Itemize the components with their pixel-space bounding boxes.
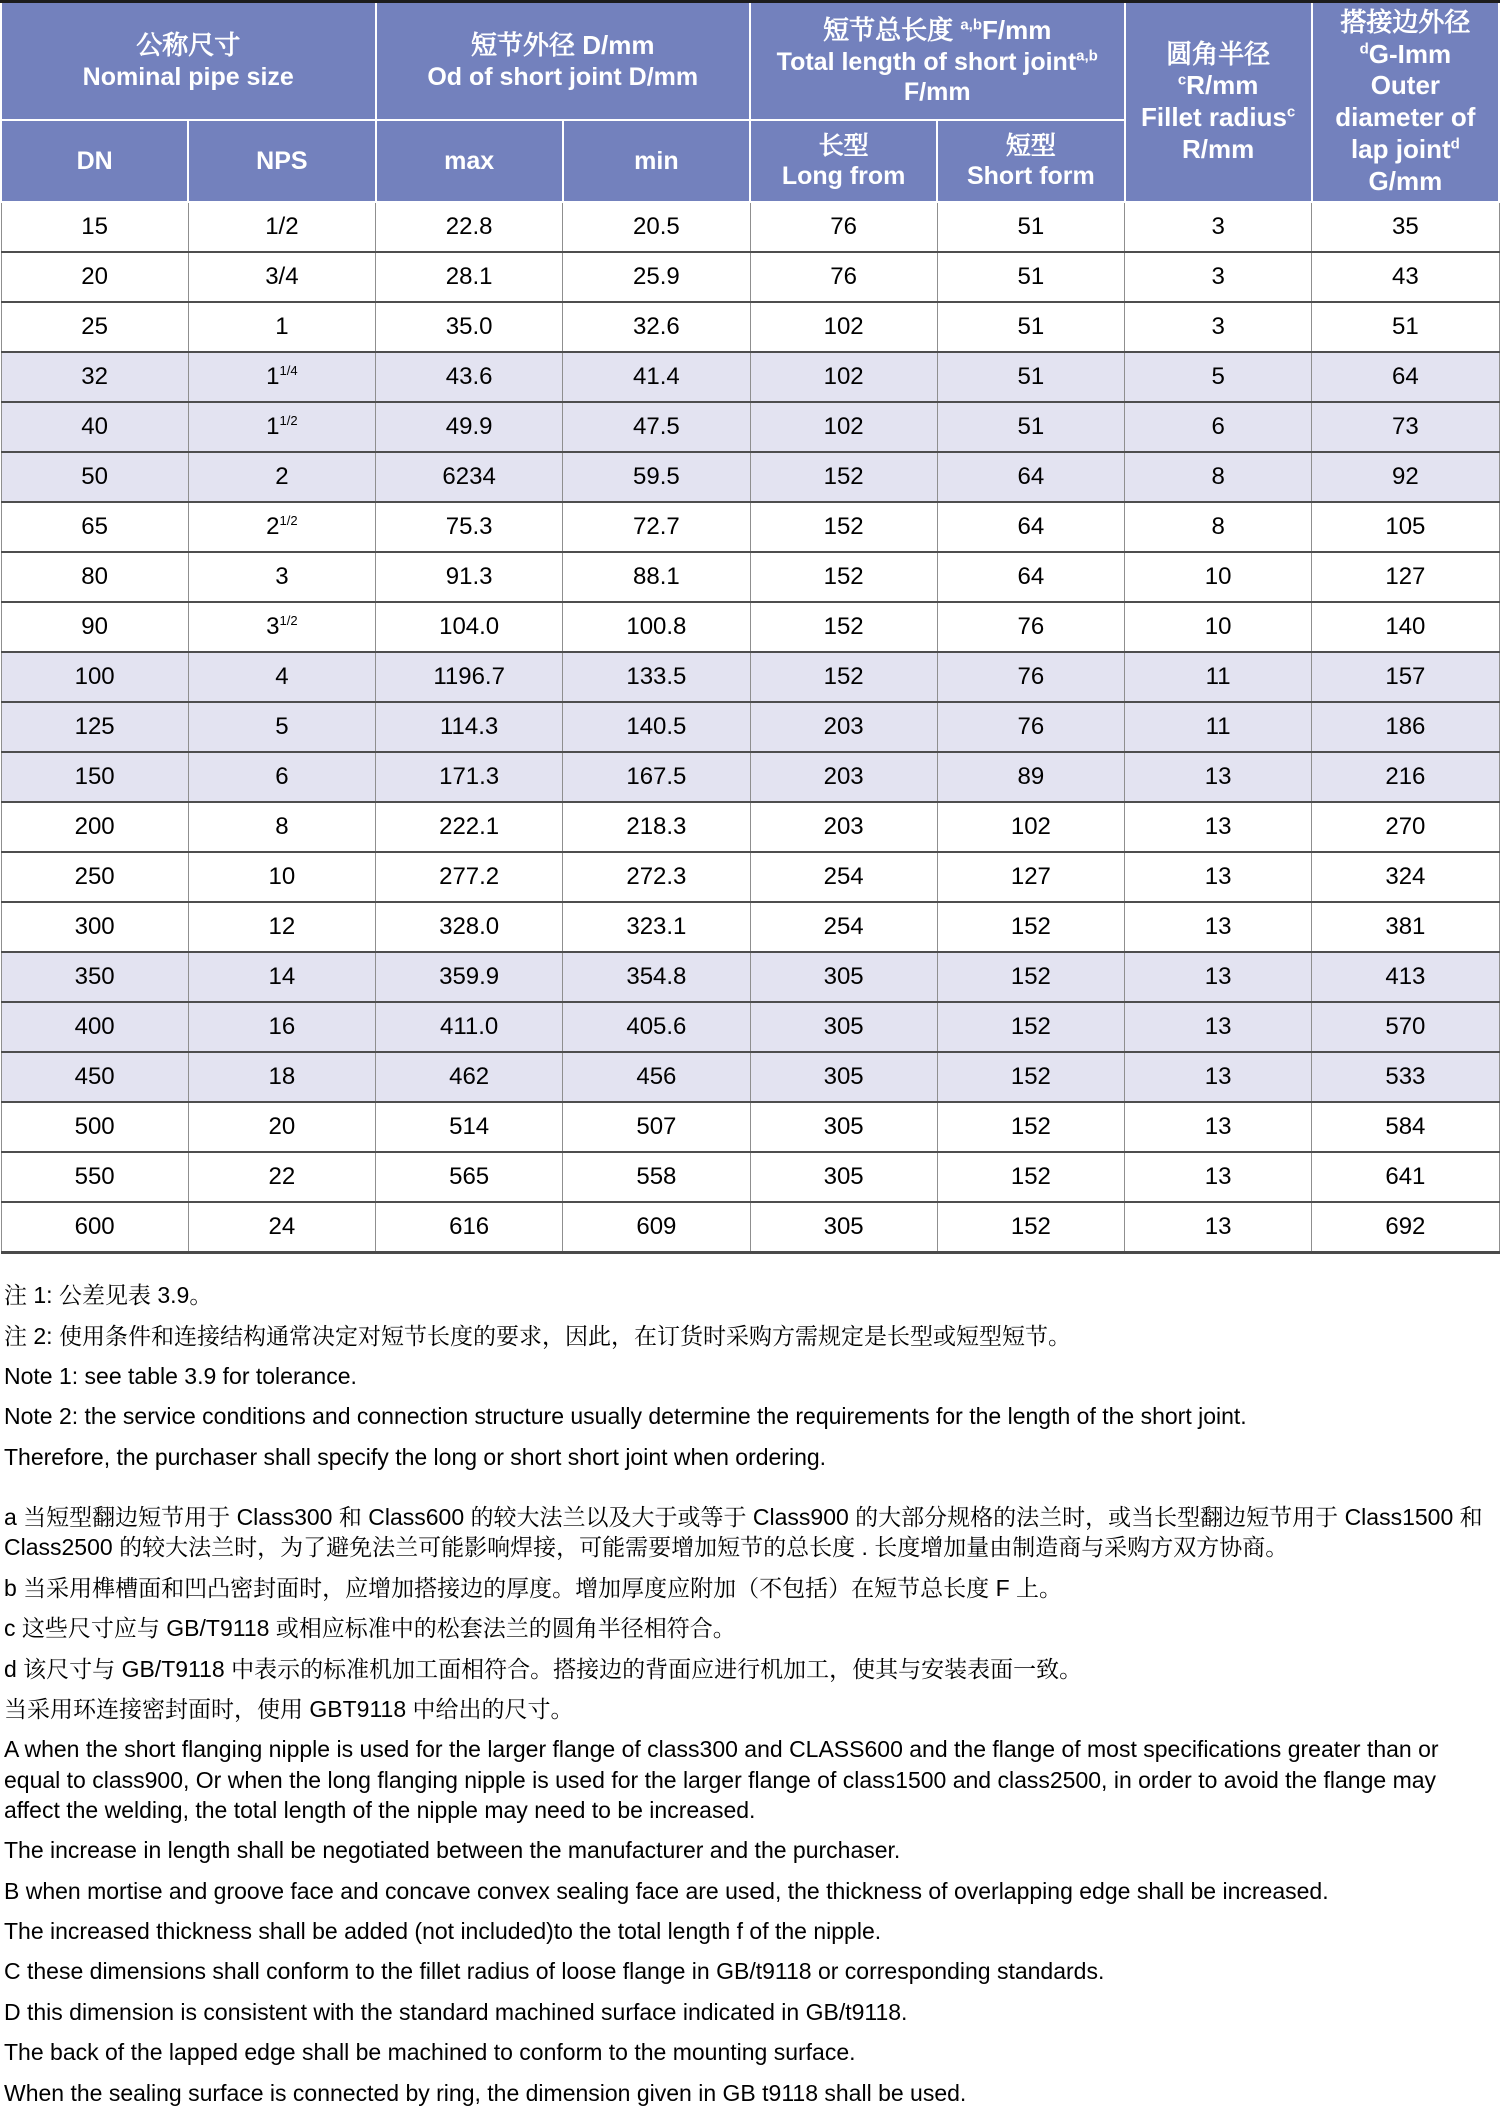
cell-od-max: 43.6 xyxy=(376,352,563,402)
cell-fillet-radius: 13 xyxy=(1125,1202,1312,1253)
cell-od-min: 405.6 xyxy=(563,1002,750,1052)
cell-od-max: 104.0 xyxy=(376,602,563,652)
cell-length-long: 152 xyxy=(750,652,937,702)
cell-od-min: 41.4 xyxy=(563,352,750,402)
header-nominal-pipe-size xyxy=(1,2,376,121)
header-od-en: Od of short joint D/mm xyxy=(427,62,699,91)
cell-od-min: 167.5 xyxy=(563,752,750,802)
cell-dn: 80 xyxy=(1,552,188,602)
notes-section xyxy=(0,1254,1500,2128)
header-col-min: min xyxy=(563,120,750,202)
cell-dn: 300 xyxy=(1,902,188,952)
table-row xyxy=(1,302,1499,352)
cell-nps: 22 xyxy=(188,1152,375,1202)
cell-od-max: 277.2 xyxy=(376,852,563,902)
table-row xyxy=(1,452,1499,502)
cell-fillet-radius: 3 xyxy=(1125,302,1312,352)
cell-nps: 24 xyxy=(188,1202,375,1253)
cell-od-min: 456 xyxy=(563,1052,750,1102)
cell-length-short: 127 xyxy=(937,852,1124,902)
cell-od-max: 35.0 xyxy=(376,302,563,352)
cell-length-long: 254 xyxy=(750,902,937,952)
note-en-2-cont: Therefore, the purchaser shall specify the long or short short joint when ordering. xyxy=(4,1443,827,1470)
table-row xyxy=(1,802,1499,852)
table-row xyxy=(1,352,1499,402)
cell-dn: 500 xyxy=(1,1102,188,1152)
cell-dn: 90 xyxy=(1,602,188,652)
cell-nps: 12 xyxy=(188,902,375,952)
cell-dn: 350 xyxy=(1,952,188,1002)
table-row xyxy=(1,502,1499,552)
cell-length-short: 51 xyxy=(937,252,1124,302)
header-total-length-zh: 短节总长度 $^{a,b}$F/mm xyxy=(823,14,1052,45)
footnote-d-en-cont2: When the sealing surface is connected by ring, the dimension given in GB t9118 shall be used. xyxy=(4,2079,967,2106)
cell-length-short: 152 xyxy=(937,952,1124,1002)
cell-length-short: 51 xyxy=(937,402,1124,452)
cell-length-long: 305 xyxy=(750,952,937,1002)
cell-fillet-radius: 6 xyxy=(1125,402,1312,452)
footnote-c-zh: c 这些尺寸应与 GB/T9118 或相应标准中的松套法兰的圆角半径相符合。 xyxy=(4,1615,736,1642)
table-row xyxy=(1,1152,1499,1202)
cell-length-short: 76 xyxy=(937,602,1124,652)
cell-length-long: 152 xyxy=(750,552,937,602)
cell-dn: 400 xyxy=(1,1002,188,1052)
table-row xyxy=(1,1002,1499,1052)
cell-lap-od: 413 xyxy=(1312,952,1499,1002)
header-total-length-en: Total length of short joint$^{a,b}$ F/mm xyxy=(776,47,1098,107)
cell-length-short: 152 xyxy=(937,902,1124,952)
cell-lap-od: 105 xyxy=(1312,502,1499,552)
cell-length-long: 305 xyxy=(750,1102,937,1152)
cell-fillet-radius: 13 xyxy=(1125,852,1312,902)
cell-fillet-radius: 13 xyxy=(1125,902,1312,952)
cell-length-long: 152 xyxy=(750,452,937,502)
cell-od-min: 32.6 xyxy=(563,302,750,352)
footnote-d-zh: d 该尺寸与 GB/T9118 中表示的标准机加工面相符合。搭接边的背面应进行机加工，使其与安装表面一致。 xyxy=(4,1655,1083,1682)
note-en-2: Note 2: the service conditions and connection structure usually determine the requirements for the length of the short joint. xyxy=(4,1403,1247,1430)
cell-od-max: 114.3 xyxy=(376,702,563,752)
cell-lap-od: 127 xyxy=(1312,552,1499,602)
footnote-d-en: D this dimension is consistent with the standard machined surface indicated in GB/t9118. xyxy=(4,1998,908,2025)
cell-od-max: 222.1 xyxy=(376,802,563,852)
cell-od-min: 88.1 xyxy=(563,552,750,602)
cell-od-min: 100.8 xyxy=(563,602,750,652)
cell-nps: 4 xyxy=(188,652,375,702)
cell-length-long: 76 xyxy=(750,202,937,252)
cell-length-short: 64 xyxy=(937,502,1124,552)
header-od-zh: 短节外径 D/mm xyxy=(471,30,655,61)
header-lap-joint-od: 搭接边外径 $^d$G-Imm Outer diameter of lap joint$^d$ G/mm xyxy=(1312,2,1499,203)
cell-fillet-radius: 10 xyxy=(1125,602,1312,652)
cell-length-long: 152 xyxy=(750,602,937,652)
cell-length-long: 305 xyxy=(750,1052,937,1102)
cell-nps: 1/2 xyxy=(188,202,375,252)
table-row xyxy=(1,202,1499,252)
cell-dn: 25 xyxy=(1,302,188,352)
cell-od-min: 59.5 xyxy=(563,452,750,502)
header-col-max: max xyxy=(376,120,563,202)
footnote-a-en-cont: The increase in length shall be negotiated between the manufacturer and the purchaser. xyxy=(4,1837,901,1864)
cell-length-short: 76 xyxy=(937,652,1124,702)
cell-length-long: 102 xyxy=(750,402,937,452)
cell-length-short: 89 xyxy=(937,752,1124,802)
cell-od-max: 411.0 xyxy=(376,1002,563,1052)
cell-length-short: 64 xyxy=(937,552,1124,602)
cell-od-max: 565 xyxy=(376,1152,563,1202)
cell-nps: 18 xyxy=(188,1052,375,1102)
cell-fillet-radius: 11 xyxy=(1125,702,1312,752)
header-col-dn: DN xyxy=(1,120,188,202)
cell-od-min: 47.5 xyxy=(563,402,750,452)
cell-od-max: 328.0 xyxy=(376,902,563,952)
cell-od-min: 609 xyxy=(563,1202,750,1253)
cell-length-short: 102 xyxy=(937,802,1124,852)
footnote-c-en: C these dimensions shall conform to the fillet radius of loose flange in GB/t9118 or corresponding standards. xyxy=(4,1958,1105,1985)
table-row xyxy=(1,1102,1499,1152)
cell-fillet-radius: 11 xyxy=(1125,652,1312,702)
footnote-a-zh: a 当短型翻边短节用于 Class300 和 Class600 的较大法兰以及大于或等于 Class900 的大部分规格的法兰时，或当长型翻边短节用于 Class1500 和 Class2500 的较大法兰时，为了避免法兰可能影响焊接，可能需要增加短节的总长度 . 长度增加量由制造商与采购方双方协商。 xyxy=(4,1504,1483,1561)
cell-lap-od: 92 xyxy=(1312,452,1499,502)
cell-length-long: 152 xyxy=(750,502,937,552)
cell-length-short: 51 xyxy=(937,352,1124,402)
table-row xyxy=(1,952,1499,1002)
cell-nps: $3^{1/2}$ xyxy=(188,602,375,652)
cell-dn: 550 xyxy=(1,1152,188,1202)
cell-od-min: 20.5 xyxy=(563,202,750,252)
cell-od-max: 49.9 xyxy=(376,402,563,452)
table-row xyxy=(1,902,1499,952)
cell-nps: 2 xyxy=(188,452,375,502)
cell-length-long: 203 xyxy=(750,802,937,852)
cell-fillet-radius: 8 xyxy=(1125,452,1312,502)
cell-lap-od: 186 xyxy=(1312,702,1499,752)
cell-length-long: 254 xyxy=(750,852,937,902)
cell-dn: 20 xyxy=(1,252,188,302)
cell-length-short: 152 xyxy=(937,1052,1124,1102)
cell-lap-od: 43 xyxy=(1312,252,1499,302)
header-od-short-joint xyxy=(376,2,751,121)
cell-dn: 65 xyxy=(1,502,188,552)
cell-dn: 40 xyxy=(1,402,188,452)
cell-od-max: 514 xyxy=(376,1102,563,1152)
cell-od-max: 22.8 xyxy=(376,202,563,252)
cell-od-min: 133.5 xyxy=(563,652,750,702)
cell-nps: 10 xyxy=(188,852,375,902)
note-zh-1: 注 1: 公差见表 3.9。 xyxy=(4,1282,213,1309)
cell-length-long: 305 xyxy=(750,1002,937,1052)
cell-lap-od: 570 xyxy=(1312,1002,1499,1052)
cell-fillet-radius: 13 xyxy=(1125,952,1312,1002)
cell-length-long: 102 xyxy=(750,302,937,352)
cell-length-short: 51 xyxy=(937,302,1124,352)
cell-lap-od: 73 xyxy=(1312,402,1499,452)
header-total-length xyxy=(750,2,1125,121)
footnote-d-en-cont: The back of the lapped edge shall be machined to conform to the mounting surface. xyxy=(4,2039,856,2066)
note-en-1: Note 1: see table 3.9 for tolerance. xyxy=(4,1363,357,1390)
cell-nps: $1^{1/2}$ xyxy=(188,402,375,452)
cell-nps: 14 xyxy=(188,952,375,1002)
cell-od-min: 218.3 xyxy=(563,802,750,852)
footnote-b-en-cont: The increased thickness shall be added (not included)to the total length f of the nipple. xyxy=(4,1918,882,1945)
cell-length-short: 76 xyxy=(937,702,1124,752)
cell-od-max: 171.3 xyxy=(376,752,563,802)
cell-nps: 20 xyxy=(188,1102,375,1152)
cell-od-max: 462 xyxy=(376,1052,563,1102)
cell-length-long: 76 xyxy=(750,252,937,302)
table-row xyxy=(1,602,1499,652)
table-row xyxy=(1,252,1499,302)
cell-lap-od: 381 xyxy=(1312,902,1499,952)
cell-od-min: 323.1 xyxy=(563,902,750,952)
table-row xyxy=(1,652,1499,702)
cell-length-short: 152 xyxy=(937,1002,1124,1052)
table-header xyxy=(1,2,1499,203)
cell-nps: 6 xyxy=(188,752,375,802)
cell-length-short: 152 xyxy=(937,1152,1124,1202)
cell-nps: 8 xyxy=(188,802,375,852)
cell-lap-od: 533 xyxy=(1312,1052,1499,1102)
table-row xyxy=(1,402,1499,452)
table-row xyxy=(1,852,1499,902)
cell-length-long: 102 xyxy=(750,352,937,402)
cell-nps: 5 xyxy=(188,702,375,752)
cell-fillet-radius: 3 xyxy=(1125,252,1312,302)
cell-dn: 100 xyxy=(1,652,188,702)
cell-od-max: 1196.7 xyxy=(376,652,563,702)
cell-length-long: 305 xyxy=(750,1202,937,1253)
cell-od-min: 354.8 xyxy=(563,952,750,1002)
cell-od-min: 272.3 xyxy=(563,852,750,902)
cell-fillet-radius: 13 xyxy=(1125,802,1312,852)
cell-lap-od: 641 xyxy=(1312,1152,1499,1202)
cell-dn: 125 xyxy=(1,702,188,752)
cell-od-max: 359.9 xyxy=(376,952,563,1002)
footnote-b-zh: b 当采用榫槽面和凹凸密封面时，应增加搭接边的厚度。增加厚度应附加（不包括）在短节总长度 F 上。 xyxy=(4,1574,1063,1601)
cell-nps: 16 xyxy=(188,1002,375,1052)
footnote-d-zh-cont: 当采用环连接密封面时，使用 GBT9118 中给出的尺寸。 xyxy=(4,1695,574,1722)
cell-od-min: 558 xyxy=(563,1152,750,1202)
header-col-nps: NPS xyxy=(188,120,375,202)
cell-nps: 1 xyxy=(188,302,375,352)
cell-fillet-radius: 10 xyxy=(1125,552,1312,602)
cell-nps: 3/4 xyxy=(188,252,375,302)
cell-od-max: 28.1 xyxy=(376,252,563,302)
cell-fillet-radius: 13 xyxy=(1125,1102,1312,1152)
cell-lap-od: 64 xyxy=(1312,352,1499,402)
cell-fillet-radius: 13 xyxy=(1125,1152,1312,1202)
table-row xyxy=(1,702,1499,752)
cell-lap-od: 216 xyxy=(1312,752,1499,802)
table-row xyxy=(1,552,1499,602)
cell-od-min: 72.7 xyxy=(563,502,750,552)
header-nominal-en: Nominal pipe size xyxy=(82,62,294,91)
cell-lap-od: 692 xyxy=(1312,1202,1499,1253)
cell-dn: 600 xyxy=(1,1202,188,1253)
table-row xyxy=(1,752,1499,802)
table-body xyxy=(1,202,1499,1253)
table-row xyxy=(1,1202,1499,1253)
cell-lap-od: 51 xyxy=(1312,302,1499,352)
cell-od-max: 6234 xyxy=(376,452,563,502)
cell-lap-od: 140 xyxy=(1312,602,1499,652)
cell-dn: 150 xyxy=(1,752,188,802)
cell-length-long: 305 xyxy=(750,1152,937,1202)
cell-dn: 32 xyxy=(1,352,188,402)
note-zh-2: 注 2: 使用条件和连接结构通常决定对短节长度的要求，因此，在订货时采购方需规定是长型或短型短节。 xyxy=(4,1322,1071,1349)
cell-dn: 15 xyxy=(1,202,188,252)
cell-fillet-radius: 8 xyxy=(1125,502,1312,552)
cell-length-short: 152 xyxy=(937,1102,1124,1152)
header-col-long: 长型 Long from xyxy=(750,120,937,202)
cell-lap-od: 324 xyxy=(1312,852,1499,902)
cell-od-max: 75.3 xyxy=(376,502,563,552)
cell-length-short: 64 xyxy=(937,452,1124,502)
header-fillet-radius: 圆角半径 $^c$R/mm Fillet radius$^c$ R/mm xyxy=(1125,2,1312,203)
cell-od-min: 140.5 xyxy=(563,702,750,752)
cell-lap-od: 270 xyxy=(1312,802,1499,852)
cell-fillet-radius: 13 xyxy=(1125,752,1312,802)
cell-od-max: 91.3 xyxy=(376,552,563,602)
cell-nps: $2^{1/2}$ xyxy=(188,502,375,552)
cell-dn: 450 xyxy=(1,1052,188,1102)
cell-od-min: 507 xyxy=(563,1102,750,1152)
cell-length-long: 203 xyxy=(750,752,937,802)
cell-length-short: 51 xyxy=(937,202,1124,252)
cell-lap-od: 584 xyxy=(1312,1102,1499,1152)
cell-lap-od: 35 xyxy=(1312,202,1499,252)
footnote-b-en: B when mortise and groove face and concave convex sealing face are used, the thickness of overlapping edge shall be increased. xyxy=(4,1877,1329,1904)
cell-dn: 50 xyxy=(1,452,188,502)
cell-dn: 250 xyxy=(1,852,188,902)
cell-nps: 3 xyxy=(188,552,375,602)
cell-fillet-radius: 13 xyxy=(1125,1002,1312,1052)
cell-od-max: 616 xyxy=(376,1202,563,1253)
cell-dn: 200 xyxy=(1,802,188,852)
cell-nps: $1^{1/4}$ xyxy=(188,352,375,402)
cell-length-long: 203 xyxy=(750,702,937,752)
footnote-a-en: A when the short flanging nipple is used for the larger flange of class300 and CLASS600 and the flange of most specifications greater than or equal to class900, Or when the long flanging nipple is used for the larger flange of class1500 and class2500, in order to avoid the flange may affect the welding, the total length of the nipple may need to be increased. xyxy=(4,1736,1439,1823)
header-nominal-zh: 公称尺寸 xyxy=(136,30,241,61)
table-row xyxy=(1,1052,1499,1102)
cell-od-min: 25.9 xyxy=(563,252,750,302)
cell-fillet-radius: 3 xyxy=(1125,202,1312,252)
header-col-short: 短型 Short form xyxy=(937,120,1124,202)
cell-lap-od: 157 xyxy=(1312,652,1499,702)
cell-fillet-radius: 5 xyxy=(1125,352,1312,402)
cell-length-short: 152 xyxy=(937,1202,1124,1253)
cell-fillet-radius: 13 xyxy=(1125,1052,1312,1102)
